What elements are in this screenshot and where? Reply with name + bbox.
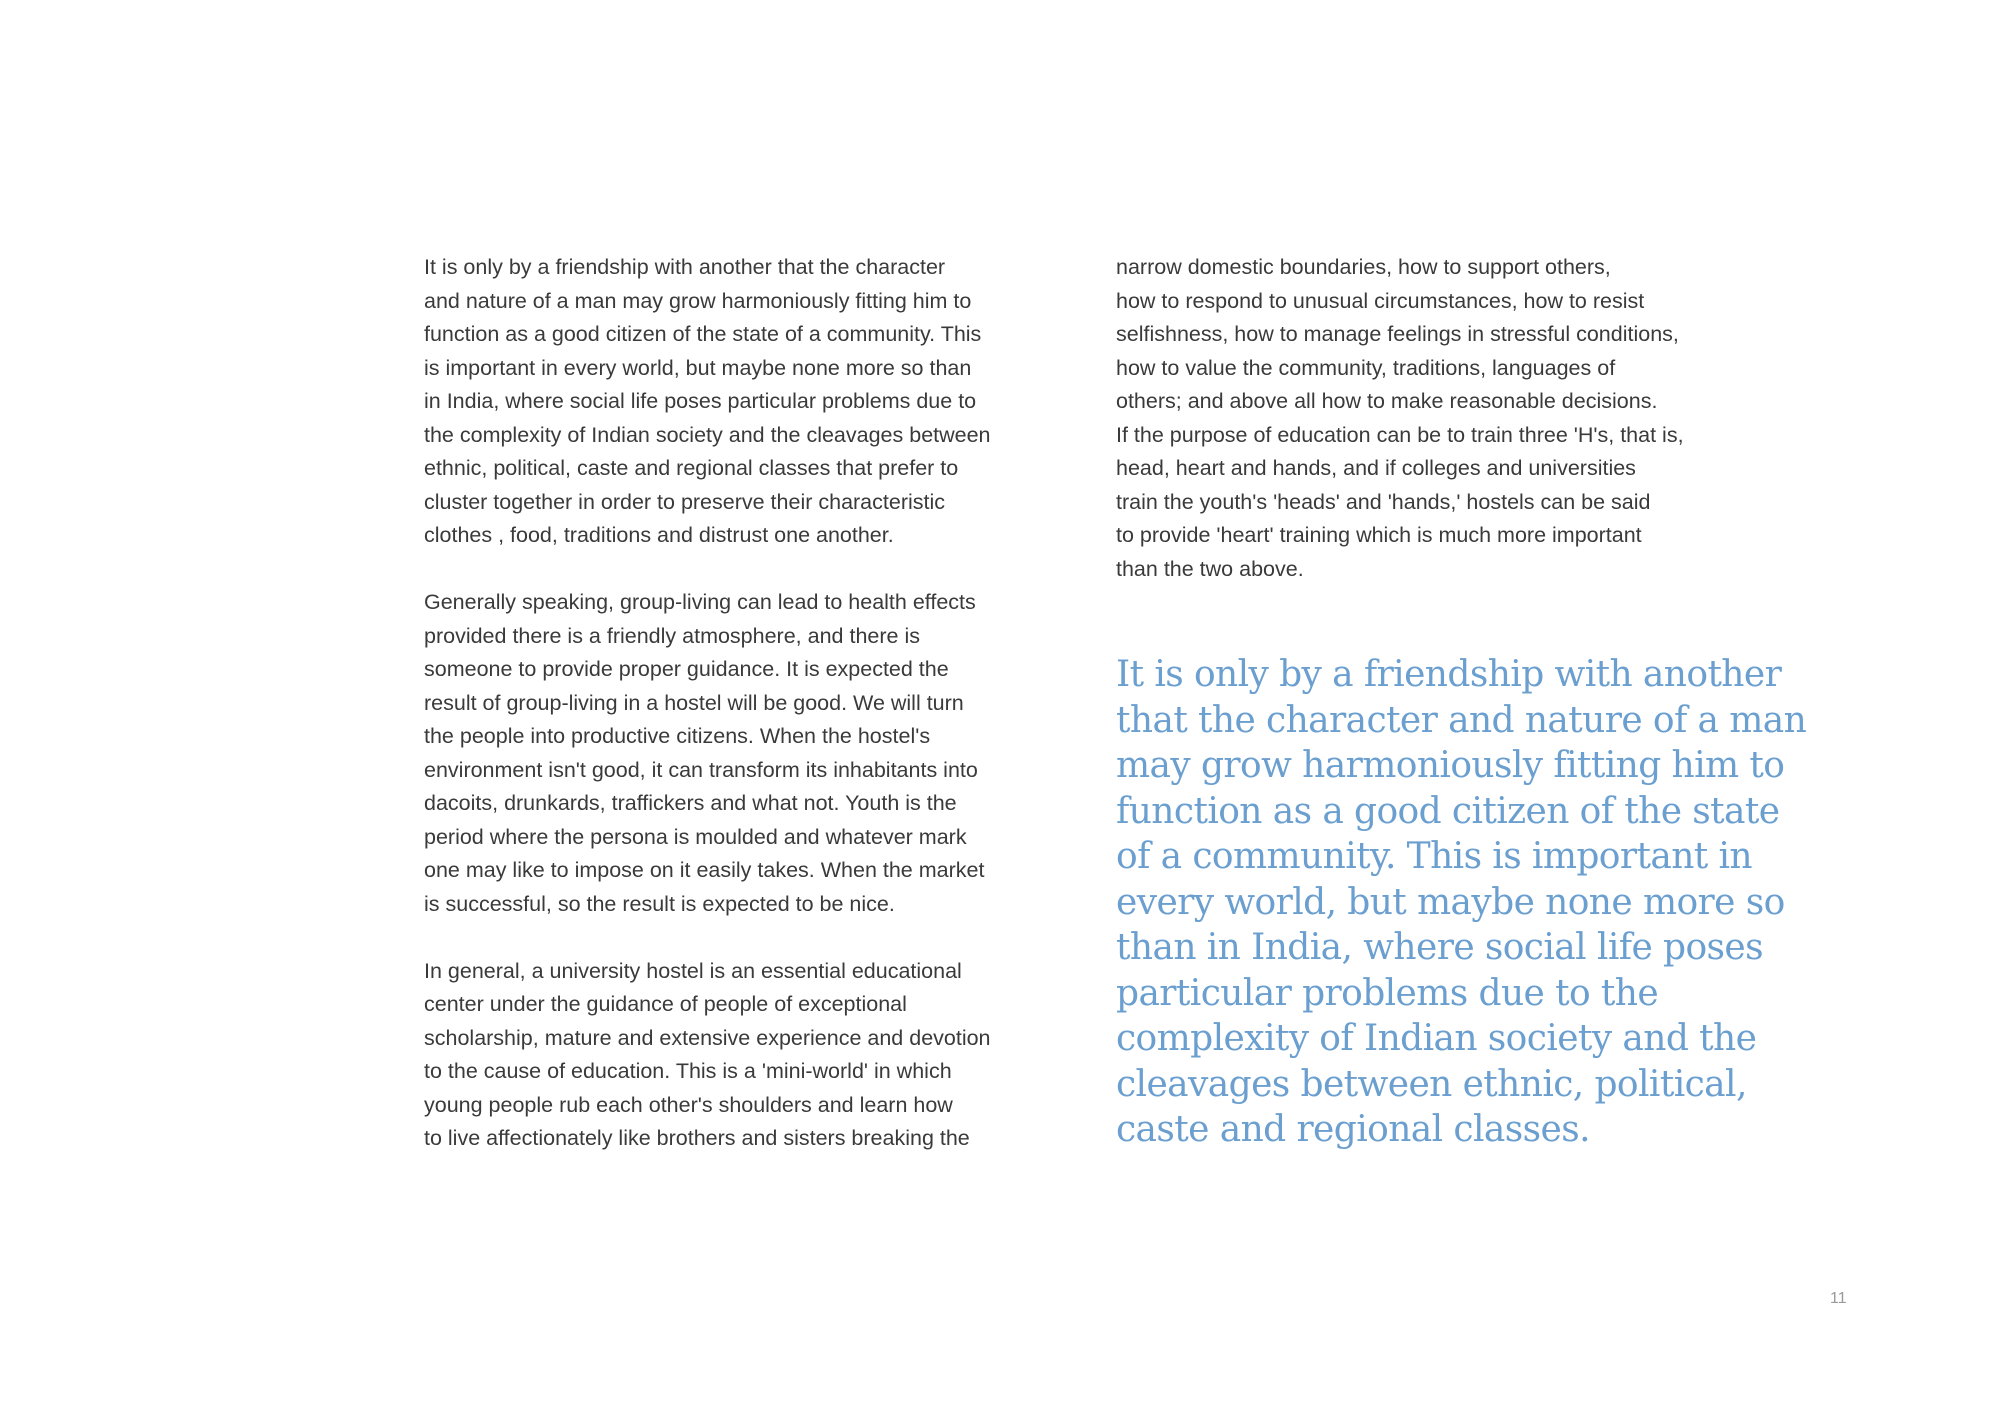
text-line: cluster together in order to preserve their characteristic (424, 489, 946, 514)
left-text-column (424, 251, 1064, 1189)
text-line: dacoits, drunkards, traffickers and what not. Youth is the (424, 791, 957, 815)
right-text-column (1116, 251, 1756, 620)
text-line: selfishness, how to manage feelings in stressful conditions, (1116, 322, 1679, 346)
page-number: 11 (1830, 1290, 1847, 1307)
text-line: scholarship, mature and extensive experience and devotion (424, 1025, 991, 1050)
text-line: center under the guidance of people of exceptional (424, 992, 907, 1016)
text-line: one may like to impose on it easily takes. When the market (424, 858, 985, 882)
pull-quote-line: It is only by a friendship with another (1116, 654, 1782, 695)
pull-quote-line: than in India, where social life poses (1116, 927, 1763, 968)
text-line: narrow domestic boundaries, how to support others, (1116, 255, 1611, 279)
text-line: clothes , food, traditions and distrust one another. (424, 523, 894, 547)
text-line: If the purpose of education can be to train three 'H's, that is, (1116, 422, 1684, 447)
text-line: how to value the community, traditions, languages of (1116, 355, 1616, 380)
text-line: Generally speaking, group-living can lead to health effects (424, 590, 976, 614)
text-line: provided there is a friendly atmosphere, and there is (424, 623, 920, 648)
text-line: environment isn't good, it can transform its inhabitants into (424, 757, 978, 782)
pull-quote-line: caste and regional classes. (1116, 1109, 1590, 1150)
text-line: than the two above. (1116, 556, 1304, 581)
pull-quote-line: that the character and nature of a man (1116, 699, 1807, 741)
text-line: is successful, so the result is expected to be nice. (424, 891, 895, 916)
text-line: the people into productive citizens. When the hostel's (424, 724, 931, 748)
text-line: others; and above all how to make reasonable decisions. (1116, 389, 1658, 413)
text-line: to provide 'heart' training which is much more important (1116, 523, 1642, 547)
pull-quote-line: of a community. This is important in (1116, 836, 1753, 877)
text-line: head, heart and hands, and if colleges and universities (1116, 456, 1636, 480)
paragraph-group-living (424, 586, 1064, 921)
text-line: the complexity of Indian society and the cleavages between (424, 422, 991, 447)
text-line: in India, where social life poses particular problems due to (424, 389, 977, 413)
pull-quote-line: particular problems due to the (1116, 972, 1659, 1014)
text-line: to live affectionately like brothers and sisters breaking the (424, 1126, 970, 1150)
pull-quote-line: every world, but maybe none more so (1116, 881, 1785, 923)
text-line: train the youth's 'heads' and 'hands,' hostels can be said (1116, 489, 1651, 514)
text-line: how to respond to unusual circumstances, how to resist (1116, 288, 1645, 313)
text-line: to the cause of education. This is a 'mini-world' in which (424, 1059, 952, 1083)
paragraph-friendship (424, 251, 1064, 553)
text-line: result of group-living in a hostel will be good. We will turn (424, 690, 964, 715)
text-line: period where the persona is moulded and whatever mark (424, 824, 967, 849)
text-line: In general, a university hostel is an essential educational (424, 958, 962, 983)
text-line: young people rub each other's shoulders and learn how (424, 1092, 953, 1117)
text-line: someone to provide proper guidance. It is expected the (424, 657, 949, 681)
pull-quote-line: function as a good citizen of the state (1116, 790, 1780, 832)
pull-quote-line: may grow harmoniously fitting him to (1116, 745, 1785, 786)
text-line: function as a good citizen of the state of a community. This (424, 322, 982, 346)
text-line: ethnic, political, caste and regional classes that prefer to (424, 456, 959, 480)
text-line: It is only by a friendship with another that the character (424, 255, 946, 279)
text-line: and nature of a man may grow harmoniously fitting him to (424, 288, 972, 313)
pull-quote-line: cleavages between ethnic, political, (1116, 1063, 1747, 1105)
pull-quote (1116, 652, 1807, 1153)
text-line: is important in every world, but maybe none more so than (424, 355, 972, 380)
pull-quote-line: complexity of Indian society and the (1116, 1018, 1757, 1059)
paragraph-university-hostel (424, 955, 1064, 1156)
paragraph-continuation (1116, 251, 1756, 586)
